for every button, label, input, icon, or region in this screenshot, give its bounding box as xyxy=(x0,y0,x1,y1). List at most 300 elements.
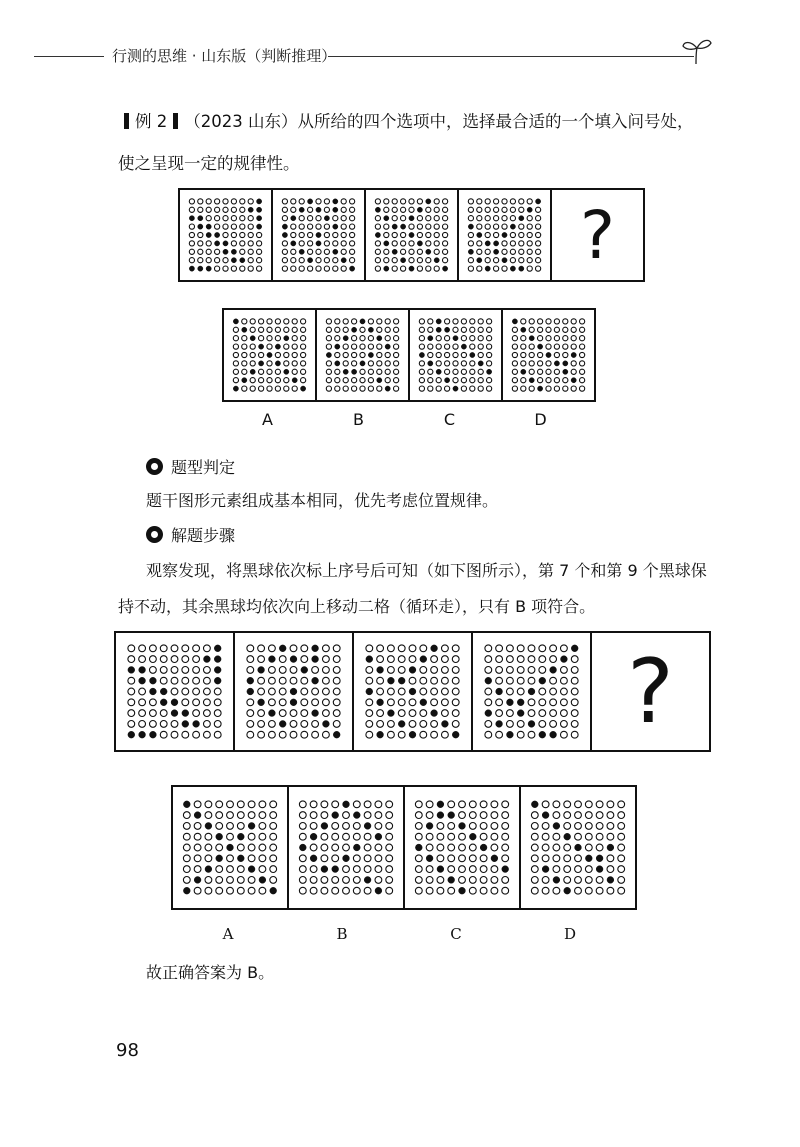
white-dot xyxy=(494,266,499,271)
white-dot xyxy=(527,199,532,204)
white-dot xyxy=(491,812,498,819)
white-dot xyxy=(580,344,585,349)
white-dot xyxy=(189,224,194,229)
white-dot xyxy=(316,249,321,254)
black-dot xyxy=(571,645,578,652)
white-dot xyxy=(420,645,427,652)
black-dot xyxy=(384,216,389,221)
white-dot xyxy=(223,258,228,263)
black-dot xyxy=(279,645,286,652)
white-dot xyxy=(301,361,306,366)
white-dot xyxy=(536,207,541,212)
white-dot xyxy=(580,361,585,366)
steps-text-2: 持不动，其余黑球均依次向上移动二格（循环走），只有 B 项符合。 xyxy=(118,597,596,616)
white-dot xyxy=(301,645,308,652)
black-dot xyxy=(205,866,212,873)
white-dot xyxy=(485,656,492,663)
black-dot xyxy=(409,731,416,738)
white-dot xyxy=(353,887,360,894)
black-dot xyxy=(343,855,350,862)
white-dot xyxy=(332,877,339,884)
white-dot xyxy=(333,258,338,263)
white-dot xyxy=(215,266,220,271)
white-dot xyxy=(189,249,194,254)
white-dot xyxy=(436,386,441,391)
white-dot xyxy=(521,344,526,349)
white-dot xyxy=(502,266,507,271)
white-dot xyxy=(216,877,223,884)
white-dot xyxy=(470,386,475,391)
white-dot xyxy=(299,216,304,221)
white-dot xyxy=(312,731,319,738)
white-dot xyxy=(240,232,245,237)
white-dot xyxy=(368,378,373,383)
white-dot xyxy=(452,688,459,695)
white-dot xyxy=(259,386,264,391)
black-dot xyxy=(510,266,515,271)
white-dot xyxy=(248,812,255,819)
black-dot xyxy=(257,216,262,221)
white-dot xyxy=(580,369,585,374)
white-dot xyxy=(324,232,329,237)
white-dot xyxy=(360,344,365,349)
black-dot xyxy=(198,216,203,221)
white-dot xyxy=(477,207,482,212)
white-dot xyxy=(563,352,568,357)
white-dot xyxy=(323,645,330,652)
white-dot xyxy=(335,352,340,357)
sprout-icon xyxy=(680,36,714,66)
white-dot xyxy=(258,731,265,738)
white-dot xyxy=(512,386,517,391)
black-dot xyxy=(561,656,568,663)
white-dot xyxy=(250,352,255,357)
white-dot xyxy=(292,336,297,341)
white-dot xyxy=(517,667,524,674)
white-dot xyxy=(150,710,157,717)
black-dot xyxy=(290,699,297,706)
white-dot xyxy=(341,224,346,229)
white-dot xyxy=(618,887,625,894)
white-dot xyxy=(554,327,559,332)
white-dot xyxy=(242,386,247,391)
white-dot xyxy=(448,844,455,851)
white-dot xyxy=(368,336,373,341)
white-dot xyxy=(607,812,614,819)
white-dot xyxy=(394,386,399,391)
white-dot xyxy=(275,352,280,357)
white-dot xyxy=(205,801,212,808)
white-dot xyxy=(529,386,534,391)
black-dot xyxy=(323,721,330,728)
white-dot xyxy=(267,378,272,383)
white-dot xyxy=(301,656,308,663)
black-dot xyxy=(377,667,384,674)
black-dot xyxy=(299,249,304,254)
white-dot xyxy=(270,877,277,884)
black-dot xyxy=(443,266,448,271)
black-dot xyxy=(452,731,459,738)
white-dot xyxy=(480,833,487,840)
white-dot xyxy=(352,336,357,341)
white-dot xyxy=(384,207,389,212)
white-dot xyxy=(443,207,448,212)
white-dot xyxy=(443,249,448,254)
white-dot xyxy=(366,677,373,684)
white-dot xyxy=(333,232,338,237)
white-dot xyxy=(517,656,524,663)
white-dot xyxy=(301,319,306,324)
annot-seq-figure-question xyxy=(590,631,711,752)
white-dot xyxy=(182,645,189,652)
black-dot xyxy=(480,844,487,851)
white-dot xyxy=(269,645,276,652)
white-dot xyxy=(384,249,389,254)
white-dot xyxy=(189,258,194,263)
white-dot xyxy=(477,249,482,254)
black-dot xyxy=(240,258,245,263)
black-dot xyxy=(216,833,223,840)
white-dot xyxy=(448,855,455,862)
black-dot xyxy=(193,721,200,728)
white-dot xyxy=(485,199,490,204)
black-dot xyxy=(316,241,321,246)
white-dot xyxy=(546,361,551,366)
white-dot xyxy=(445,344,450,349)
question-text-1: 从所给的四个选项中，选择最合适的一个填入问号处， xyxy=(297,112,694,131)
white-dot xyxy=(227,866,234,873)
white-dot xyxy=(496,677,503,684)
black-dot xyxy=(215,232,220,237)
white-dot xyxy=(519,232,524,237)
black-dot xyxy=(385,386,390,391)
white-dot xyxy=(564,877,571,884)
white-dot xyxy=(310,812,317,819)
white-dot xyxy=(445,361,450,366)
black-dot xyxy=(415,844,422,851)
white-dot xyxy=(401,216,406,221)
white-dot xyxy=(531,855,538,862)
white-dot xyxy=(248,801,255,808)
white-dot xyxy=(269,667,276,674)
annot-seq-figure-4-dots xyxy=(473,633,590,750)
black-dot xyxy=(469,833,476,840)
white-dot xyxy=(368,369,373,374)
white-dot xyxy=(279,699,286,706)
white-dot xyxy=(487,319,492,324)
annot-seq-figure-3 xyxy=(352,631,473,752)
white-dot xyxy=(596,887,603,894)
white-dot xyxy=(259,866,266,873)
white-dot xyxy=(237,877,244,884)
white-dot xyxy=(585,844,592,851)
white-dot xyxy=(375,249,380,254)
white-dot xyxy=(206,249,211,254)
black-dot xyxy=(571,352,576,357)
white-dot xyxy=(409,721,416,728)
white-dot xyxy=(312,699,319,706)
black-dot xyxy=(426,199,431,204)
white-dot xyxy=(401,249,406,254)
white-dot xyxy=(375,801,382,808)
black-dot xyxy=(139,677,146,684)
black-dot xyxy=(139,667,146,674)
black-dot xyxy=(308,199,313,204)
black-dot xyxy=(214,667,221,674)
white-dot xyxy=(563,344,568,349)
black-dot xyxy=(436,319,441,324)
white-dot xyxy=(193,688,200,695)
white-dot xyxy=(538,369,543,374)
white-dot xyxy=(299,199,304,204)
white-dot xyxy=(531,887,538,894)
white-dot xyxy=(496,710,503,717)
white-dot xyxy=(231,232,236,237)
black-dot xyxy=(282,232,287,237)
black-dot xyxy=(375,833,382,840)
white-dot xyxy=(352,344,357,349)
label-bar-left xyxy=(124,113,129,129)
white-dot xyxy=(512,361,517,366)
white-dot xyxy=(341,199,346,204)
white-dot xyxy=(443,232,448,237)
white-dot xyxy=(539,688,546,695)
white-dot xyxy=(431,688,438,695)
white-dot xyxy=(333,645,340,652)
white-dot xyxy=(206,207,211,212)
black-dot xyxy=(290,688,297,695)
black-dot xyxy=(291,216,296,221)
white-dot xyxy=(564,866,571,873)
white-dot xyxy=(375,844,382,851)
white-dot xyxy=(205,833,212,840)
white-dot xyxy=(193,656,200,663)
white-dot xyxy=(198,241,203,246)
white-dot xyxy=(542,801,549,808)
white-dot xyxy=(461,336,466,341)
white-dot xyxy=(487,361,492,366)
white-dot xyxy=(292,344,297,349)
black-dot xyxy=(528,721,535,728)
white-dot xyxy=(310,844,317,851)
white-dot xyxy=(214,688,221,695)
white-dot xyxy=(290,677,297,684)
black-dot xyxy=(259,344,264,349)
white-dot xyxy=(461,386,466,391)
option-letter-a: A xyxy=(262,410,273,429)
black-dot xyxy=(128,667,135,674)
annot-seq-figure-2 xyxy=(233,631,354,752)
white-dot xyxy=(420,667,427,674)
white-dot xyxy=(237,844,244,851)
white-dot xyxy=(487,378,492,383)
white-dot xyxy=(485,216,490,221)
white-dot xyxy=(258,710,265,717)
white-dot xyxy=(352,319,357,324)
white-dot xyxy=(478,378,483,383)
white-dot xyxy=(434,216,439,221)
white-dot xyxy=(563,378,568,383)
white-dot xyxy=(561,677,568,684)
white-dot xyxy=(308,241,313,246)
white-dot xyxy=(193,677,200,684)
white-dot xyxy=(575,877,582,884)
white-dot xyxy=(580,352,585,357)
annot-option-figure-3-dots xyxy=(405,787,519,908)
black-dot xyxy=(519,266,524,271)
white-dot xyxy=(139,710,146,717)
black-dot xyxy=(453,386,458,391)
white-dot xyxy=(308,216,313,221)
white-dot xyxy=(299,823,306,830)
black-dot xyxy=(308,258,313,263)
white-dot xyxy=(494,207,499,212)
white-dot xyxy=(206,216,211,221)
white-dot xyxy=(384,258,389,263)
white-dot xyxy=(223,207,228,212)
white-dot xyxy=(426,232,431,237)
black-dot xyxy=(539,731,546,738)
white-dot xyxy=(510,216,515,221)
white-dot xyxy=(128,699,135,706)
black-dot xyxy=(275,361,280,366)
white-dot xyxy=(171,667,178,674)
white-dot xyxy=(453,319,458,324)
white-dot xyxy=(468,258,473,263)
white-dot xyxy=(487,327,492,332)
white-dot xyxy=(561,645,568,652)
white-dot xyxy=(420,677,427,684)
white-dot xyxy=(284,352,289,357)
white-dot xyxy=(419,378,424,383)
black-dot xyxy=(257,207,262,212)
black-dot xyxy=(352,369,357,374)
seq-figure-1 xyxy=(178,188,273,282)
white-dot xyxy=(364,833,371,840)
white-dot xyxy=(386,855,393,862)
white-dot xyxy=(561,710,568,717)
annotated-option-letters xyxy=(171,925,627,943)
white-dot xyxy=(385,327,390,332)
white-dot xyxy=(434,232,439,237)
white-dot xyxy=(561,721,568,728)
white-dot xyxy=(247,699,254,706)
white-dot xyxy=(333,710,340,717)
white-dot xyxy=(237,812,244,819)
white-dot xyxy=(324,249,329,254)
black-dot xyxy=(437,812,444,819)
white-dot xyxy=(550,645,557,652)
white-dot xyxy=(409,199,414,204)
white-dot xyxy=(310,866,317,873)
white-dot xyxy=(409,241,414,246)
annot-option-figure-1 xyxy=(171,785,289,910)
white-dot xyxy=(321,833,328,840)
white-dot xyxy=(279,667,286,674)
white-dot xyxy=(521,386,526,391)
white-dot xyxy=(301,378,306,383)
black-dot xyxy=(607,844,614,851)
white-dot xyxy=(269,731,276,738)
black-dot xyxy=(206,266,211,271)
white-dot xyxy=(485,721,492,728)
white-dot xyxy=(352,361,357,366)
white-dot xyxy=(189,232,194,237)
white-dot xyxy=(409,677,416,684)
white-dot xyxy=(290,667,297,674)
white-dot xyxy=(571,667,578,674)
white-dot xyxy=(448,887,455,894)
black-dot xyxy=(491,855,498,862)
black-dot xyxy=(194,877,201,884)
black-dot xyxy=(257,199,262,204)
black-dot xyxy=(198,224,203,229)
white-dot xyxy=(554,344,559,349)
white-dot xyxy=(401,232,406,237)
white-dot xyxy=(426,844,433,851)
white-dot xyxy=(139,721,146,728)
white-dot xyxy=(233,378,238,383)
white-dot xyxy=(618,866,625,873)
white-dot xyxy=(542,855,549,862)
white-dot xyxy=(415,812,422,819)
black-dot xyxy=(183,887,190,894)
white-dot xyxy=(324,266,329,271)
black-dot xyxy=(401,258,406,263)
black-dot xyxy=(470,352,475,357)
type-text: 题干图形元素组成基本相同，优先考虑位置规律。 xyxy=(146,491,499,510)
white-dot xyxy=(585,887,592,894)
black-dot xyxy=(529,336,534,341)
white-dot xyxy=(308,249,313,254)
white-dot xyxy=(512,352,517,357)
black-dot xyxy=(171,699,178,706)
white-dot xyxy=(335,319,340,324)
black-dot xyxy=(368,327,373,332)
white-dot xyxy=(292,361,297,366)
white-dot xyxy=(364,801,371,808)
white-dot xyxy=(248,258,253,263)
white-dot xyxy=(426,216,431,221)
black-dot xyxy=(426,823,433,830)
white-dot xyxy=(360,369,365,374)
white-dot xyxy=(394,352,399,357)
white-dot xyxy=(282,266,287,271)
white-dot xyxy=(417,216,422,221)
white-dot xyxy=(231,224,236,229)
white-dot xyxy=(290,645,297,652)
white-dot xyxy=(539,710,546,717)
white-dot xyxy=(585,877,592,884)
white-dot xyxy=(360,378,365,383)
white-dot xyxy=(291,258,296,263)
white-dot xyxy=(478,369,483,374)
white-dot xyxy=(247,645,254,652)
white-dot xyxy=(183,812,190,819)
black-dot xyxy=(248,866,255,873)
white-dot xyxy=(607,866,614,873)
black-dot xyxy=(437,866,444,873)
white-dot xyxy=(419,386,424,391)
white-dot xyxy=(292,352,297,357)
white-dot xyxy=(394,327,399,332)
white-dot xyxy=(310,877,317,884)
white-dot xyxy=(270,801,277,808)
white-dot xyxy=(259,844,266,851)
white-dot xyxy=(248,241,253,246)
white-dot xyxy=(247,667,254,674)
white-dot xyxy=(333,699,340,706)
